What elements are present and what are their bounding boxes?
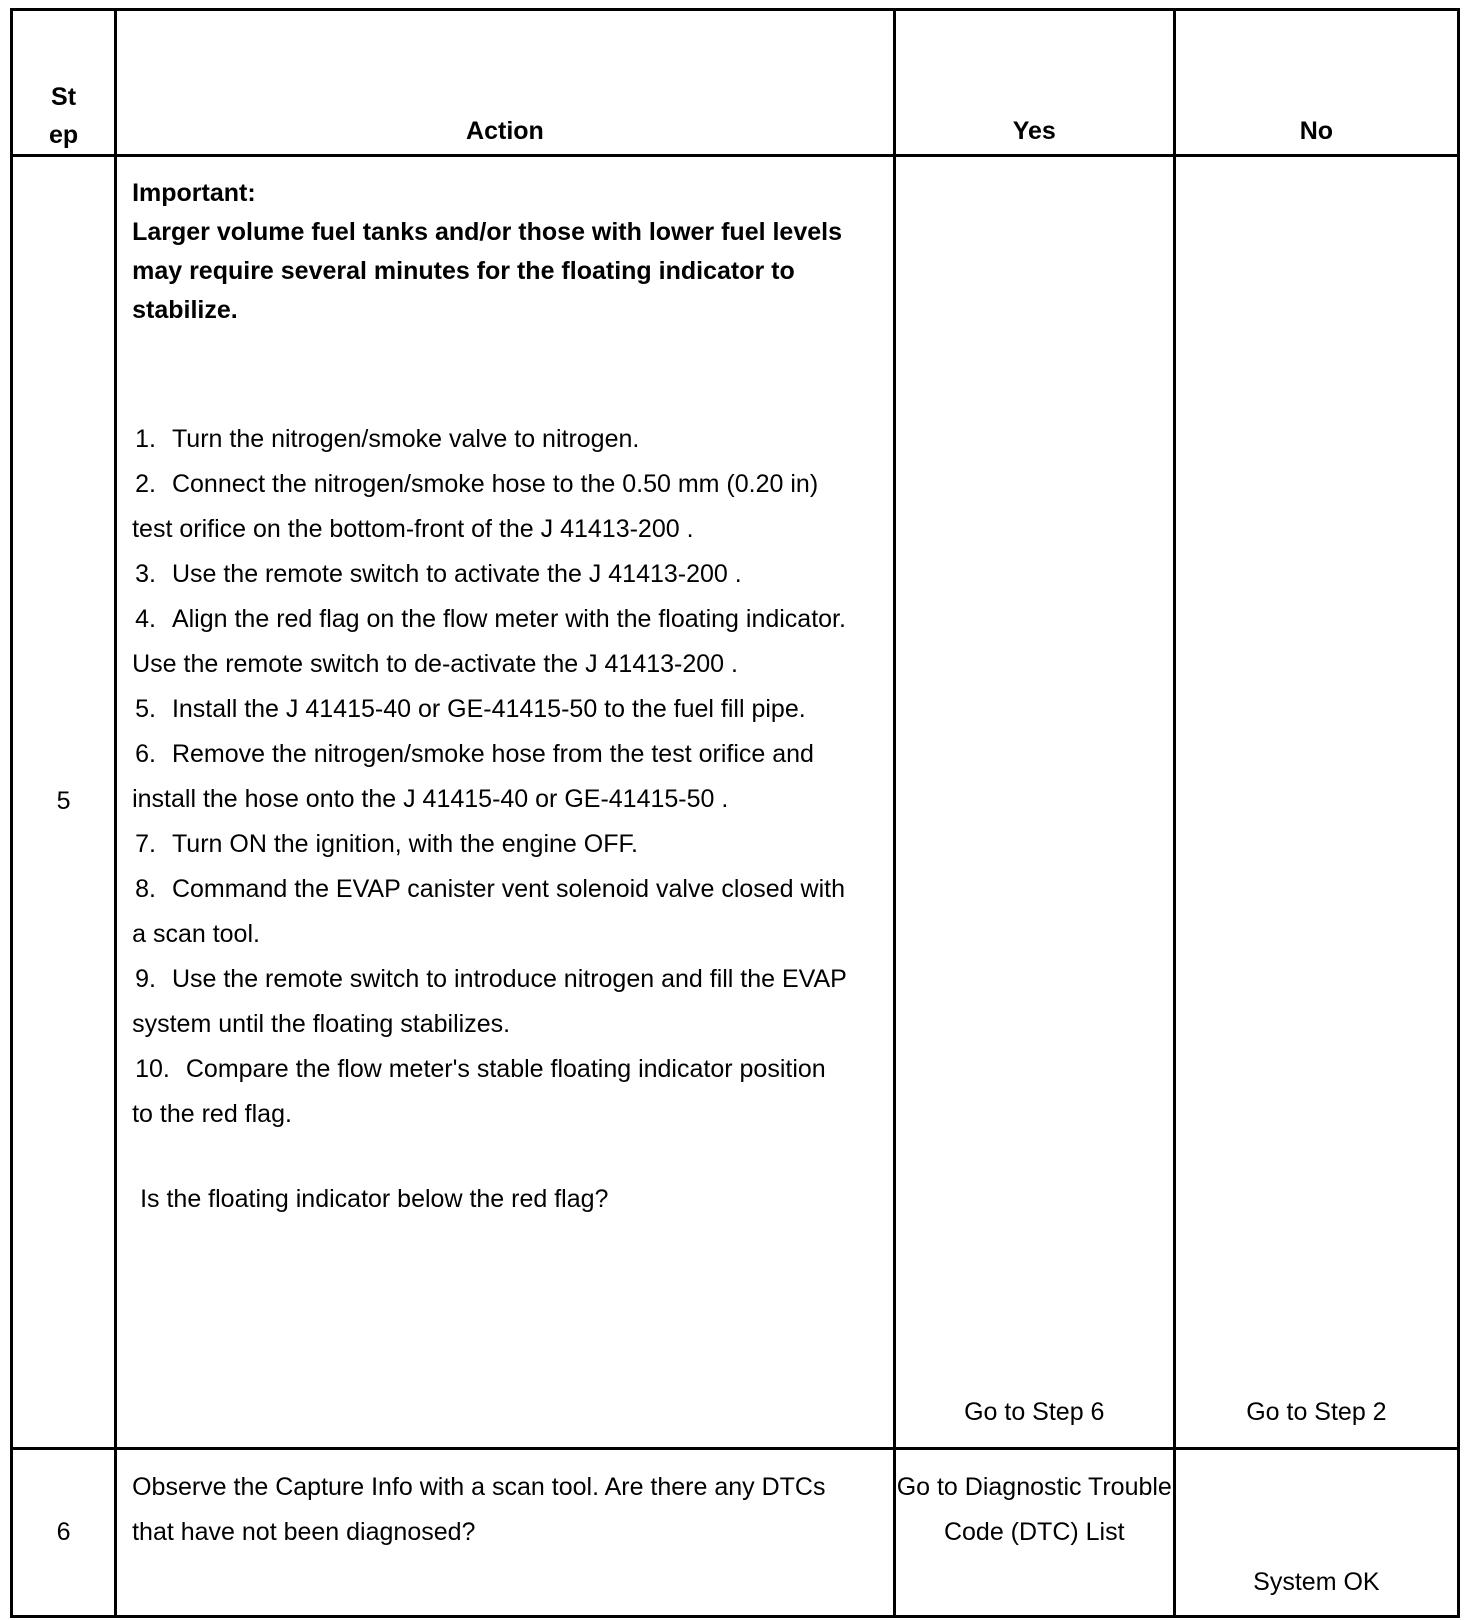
header-step-line1: St <box>51 82 77 111</box>
header-step-line2: ep <box>48 120 79 149</box>
yes-result: Go to Step 6 <box>894 155 1174 1448</box>
important-note <box>132 157 853 330</box>
list-item: 6. Remove the nitrogen/smoke hose from the test orifice and install the hose onto the J 41415-40 or GE-41415-50 . <box>132 739 814 813</box>
no-result: System OK <box>1174 1448 1458 1616</box>
list-item: 5. Install the J 41415-40 or GE-41415-50 to the fuel fill pipe. <box>135 694 806 723</box>
list-item: 10. Compare the flow meter's stable floating indicator position to the red flag. <box>132 1054 826 1128</box>
list-item: 4. Align the red flag on the flow meter with the floating indicator. Use the remote switch to de-activate the J 41413-200 . <box>132 604 846 678</box>
step-number: 6 <box>12 1448 116 1616</box>
list-item: 3. Use the remote switch to activate the J 41413-200 . <box>135 559 742 588</box>
table-row-step-5 <box>12 155 1459 1448</box>
important-label: Important: <box>132 178 256 207</box>
list-item: 7. Turn ON the ignition, with the engine OFF. <box>135 829 638 858</box>
header-yes: Yes <box>894 10 1174 156</box>
header-no: No <box>1174 10 1458 156</box>
question-text: Is the floating indicator below the red flag? <box>140 1184 609 1213</box>
list-item: 1. Turn the nitrogen/smoke valve to nitrogen. <box>135 424 640 453</box>
table-row-step-6 <box>12 1448 1459 1616</box>
diagnostic-table <box>10 8 1460 1618</box>
important-text: Larger volume fuel tanks and/or those with lower fuel levels may require several minutes for the floating indicator to stabilize. <box>132 217 842 324</box>
header-row <box>12 10 1459 156</box>
step-number: 5 <box>12 155 116 1448</box>
list-item: 2. Connect the nitrogen/smoke hose to the 0.50 mm (0.20 in) test orifice on the bottom-front of the J 41413-200 . <box>132 469 819 543</box>
list-item: 8. Command the EVAP canister vent solenoid valve closed with a scan tool. <box>132 874 845 948</box>
action-cell <box>116 155 895 1448</box>
yes-result: Go to Diagnostic Trouble Code (DTC) List <box>894 1448 1174 1616</box>
list-item: 9. Use the remote switch to introduce nitrogen and fill the EVAP system until the floating stabilizes. <box>132 964 847 1038</box>
instruction-list <box>132 417 853 1137</box>
no-result: Go to Step 2 <box>1174 155 1458 1448</box>
header-step <box>12 10 116 156</box>
action-cell: Observe the Capture Info with a scan tool. Are there any DTCs that have not been diagnosed? <box>116 1448 895 1616</box>
header-action: Action <box>116 10 895 156</box>
